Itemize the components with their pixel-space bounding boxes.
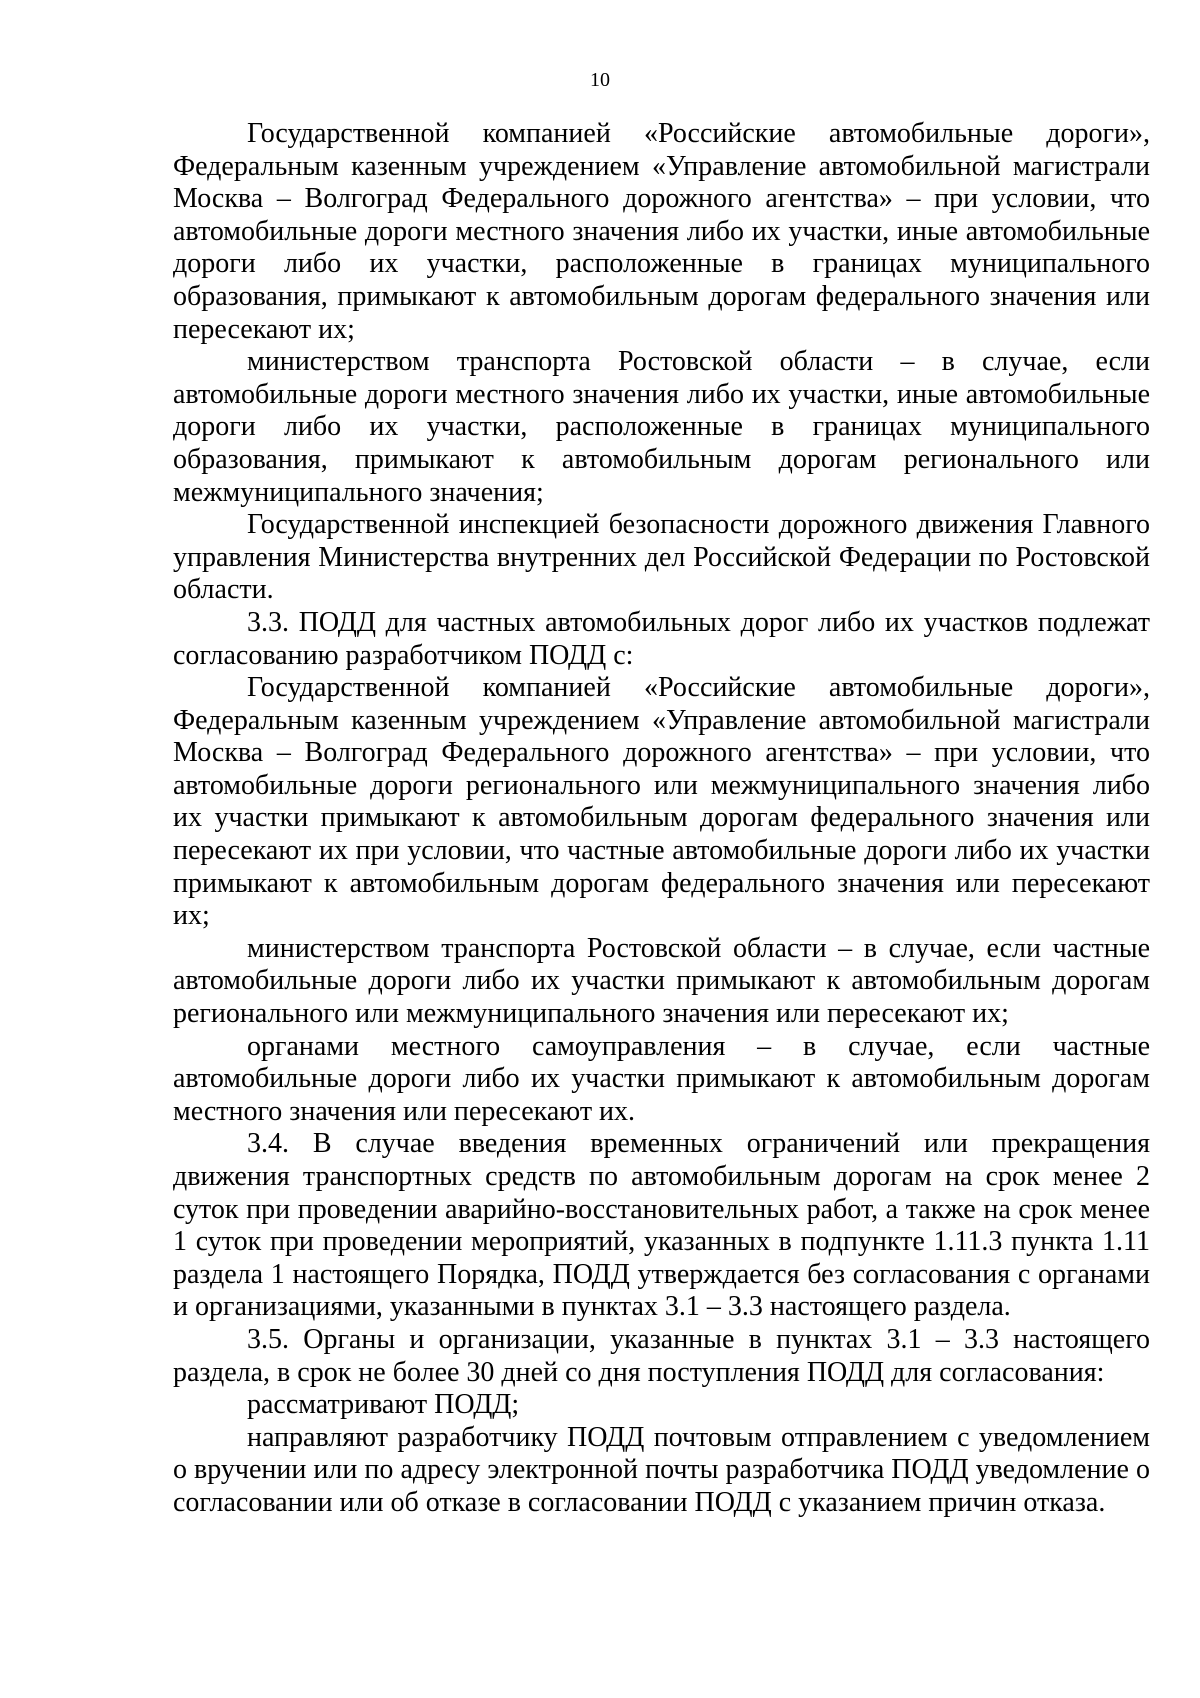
- paragraph-local-government: органами местного самоуправления – в случае, если частные автомобильные дороги либо их участки примыкают к автомобильным дорогам местного значения или пересекают их.: [173, 1030, 1150, 1127]
- paragraph-notification: направляют разработчику ПОДД почтовым отправлением с уведомлением о вручении или по адресу электронной почты разработчика ПОДД уведомление о согласовании или об отказе в согласовании ПОДД с указанием причин отказа.: [173, 1421, 1150, 1518]
- paragraph-ministry-transport-1: министерством транспорта Ростовской области – в случае, если автомобильные дороги местного значения либо их участки, иные автомобильные дороги либо их участки, расположенные в границах муниципального образования, примыкают к автомобильным дорогам регионального или межмуниципального значения;: [173, 346, 1150, 508]
- paragraph-federal-agencies-1: Государственной компанией «Российские автомобильные дороги», Федеральным казенным учреждением «Управление автомобильной магистрали Москва – Волгоград Федерального дорожного агентства» – при условии, что автомобильные дороги местного значения либо их участки, иные автомобильные дороги либо их участки, расположенные в границах муниципального образования, примыкают к автомобильным дорогам федерального значения или пересекают их;: [173, 118, 1150, 345]
- document-body: [173, 118, 1150, 1520]
- paragraph-review: рассматривают ПОДД;: [247, 1389, 520, 1421]
- paragraph-section-3-4: 3.4. В случае введения временных ограничений или прекращения движения транспортных средств по автомобильным дорогам на срок менее 2 суток при проведении аварийно-восстановительных работ, а также на срок менее 1 суток при проведении мероприятий, указанных в подпункте 1.11.3 пункта 1.11 раздела 1 настоящего Порядка, ПОДД утверждается без согласования с органами и организациями, указанными в пунктах 3.1 – 3.3 настоящего раздела.: [173, 1128, 1150, 1323]
- paragraph-ministry-transport-2: министерством транспорта Ростовской области – в случае, если частные автомобильные дороги либо их участки примыкают к автомобильным дорогам регионального или межмуниципального значения или пересекают их;: [173, 932, 1150, 1030]
- page-number: 10: [590, 69, 610, 91]
- paragraph-section-3-3: 3.3. ПОДД для частных автомобильных дорог либо их участков подлежат согласованию разработчиком ПОДД с:: [173, 606, 1150, 671]
- paragraph-federal-agencies-2: Государственной компанией «Российские автомобильные дороги», Федеральным казенным учреждением «Управление автомобильной магистрали Москва – Волгоград Федерального дорожного агентства» – при условии, что автомобильные дороги регионального или межмуниципального значения либо их участки примыкают к автомобильным дорогам федерального значения или пересекают их при условии, что частные автомобильные дороги либо их участки примыкают к автомобильным дорогам федерального значения или пересекают их;: [173, 672, 1150, 932]
- paragraph-section-3-5: 3.5. Органы и организации, указанные в пунктах 3.1 – 3.3 настоящего раздела, в срок не более 30 дней со дня поступления ПОДД для согласования:: [173, 1323, 1150, 1388]
- paragraph-traffic-inspection: Государственной инспекцией безопасности дорожного движения Главного управления Министерства внутренних дел Российской Федерации по Ростовской области.: [173, 509, 1150, 606]
